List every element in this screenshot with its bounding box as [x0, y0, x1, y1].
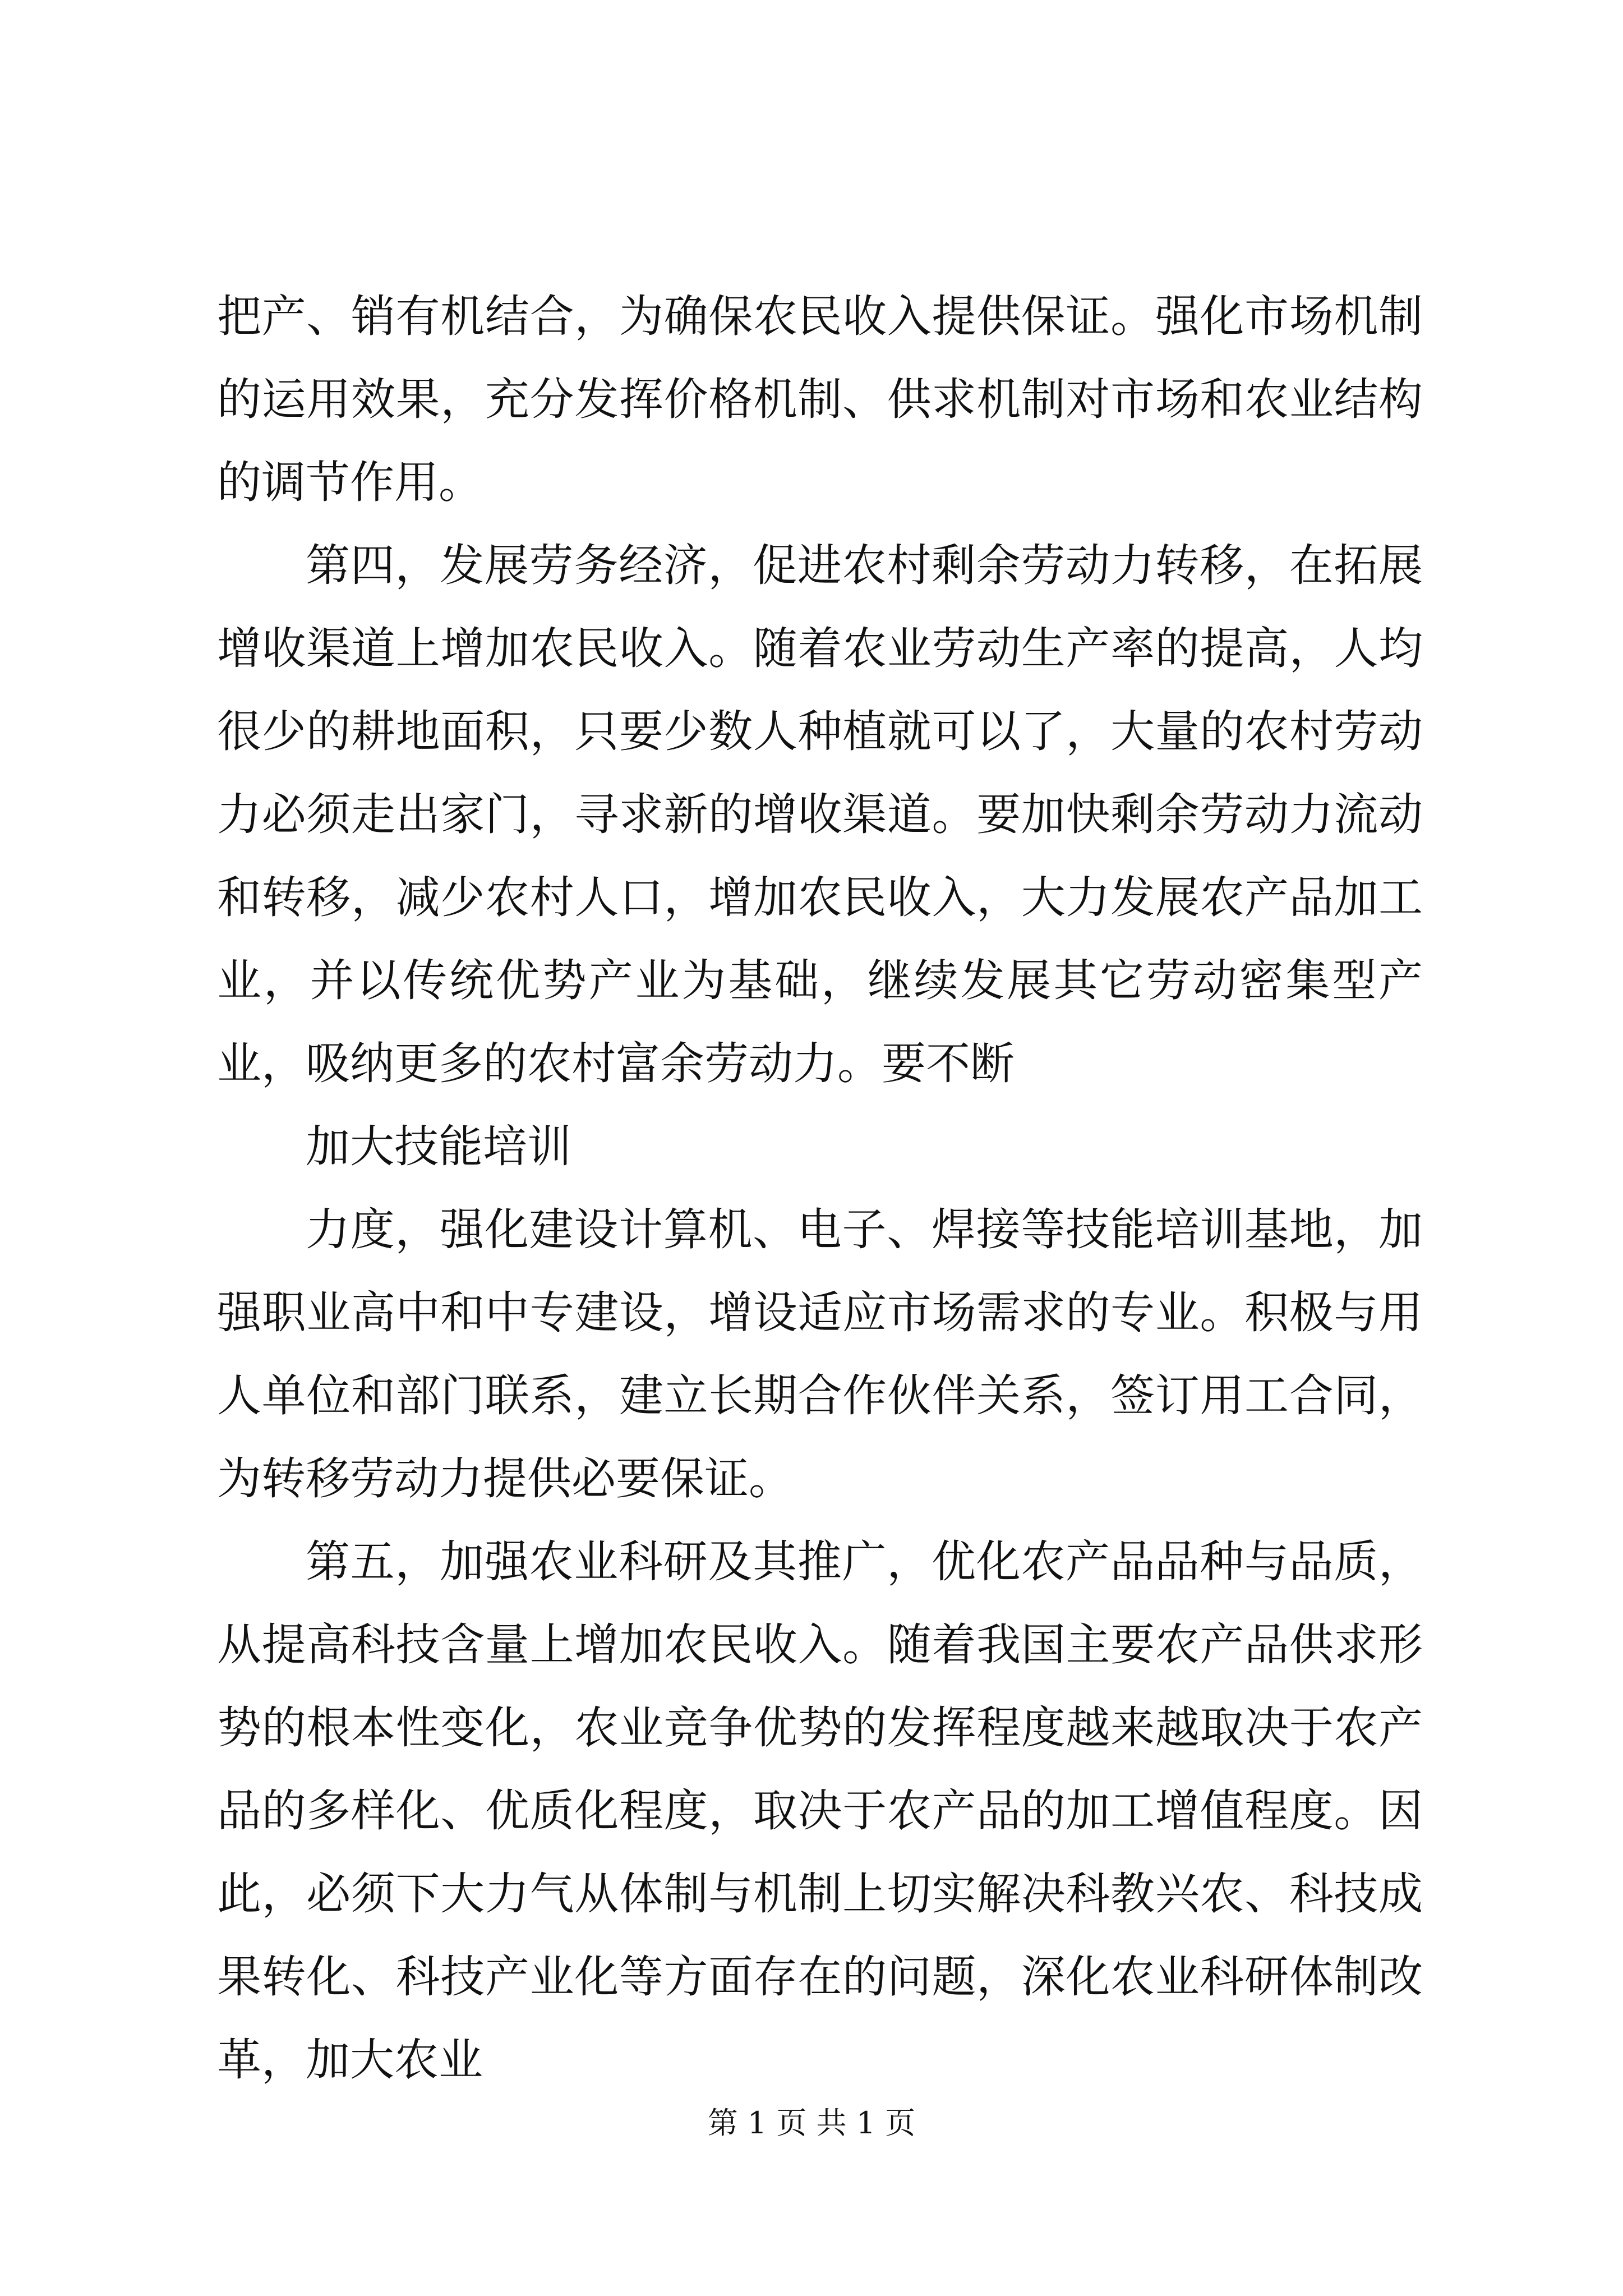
paragraph-fourth-point: 第四，发展劳务经济，促进农村剩余劳动力转移，在拓展增收渠道上增加农民收入。随着农业劳动生产率的提高，人均很少的耕地面积，只要少数人种植就可以了，大量的农村劳动力必须走出家门，寻求新的增收渠道。要加快剩余劳动力流动和转移，减少农村人口，增加农民收入，大力发展农产品加工业，并以传统优势产业为基础，继续发展其它劳动密集型产业，吸纳更多的农村富余劳动力。要不断: [217, 540, 1423, 1089]
paragraph-skill-training: 力度，强化建设计算机、电子、焊接等技能培训基地，加强职业高中和中专建设，增设适应市场需求的专业。积极与用人单位和部门联系，建立长期合作伙伴关系，签订用工合同，为转移劳动力提供必要保证。: [217, 1204, 1423, 1504]
paragraph-fifth-point: 第五，加强农业科研及其推广，优化农产品品种与品质，从提高科技含量上增加农民收入。随着我国主要农产品供求形势的根本性变化，农业竞争优势的发挥程度越来越取决于农产品的多样化、优质化程度，取决于农产品的加工增值程度。因此，必须下大力气从体制与机制上切实解决科教兴农、科技成果转化、科技产业化等方面存在的问题，深化农业科研体制改革，加大农业: [217, 1536, 1423, 2086]
paragraph-skill-training-heading: 加大技能培训: [306, 1121, 571, 1172]
page-footer: 第 1 页 共 1 页: [707, 2105, 916, 2141]
document-body: [217, 275, 1423, 2101]
paragraph-continuation: 把产、销有机结合，为确保农民收入提供保证。强化市场机制的运用效果，充分发挥价格机制、供求机制对市场和农业结构的调节作用。: [217, 291, 1423, 508]
